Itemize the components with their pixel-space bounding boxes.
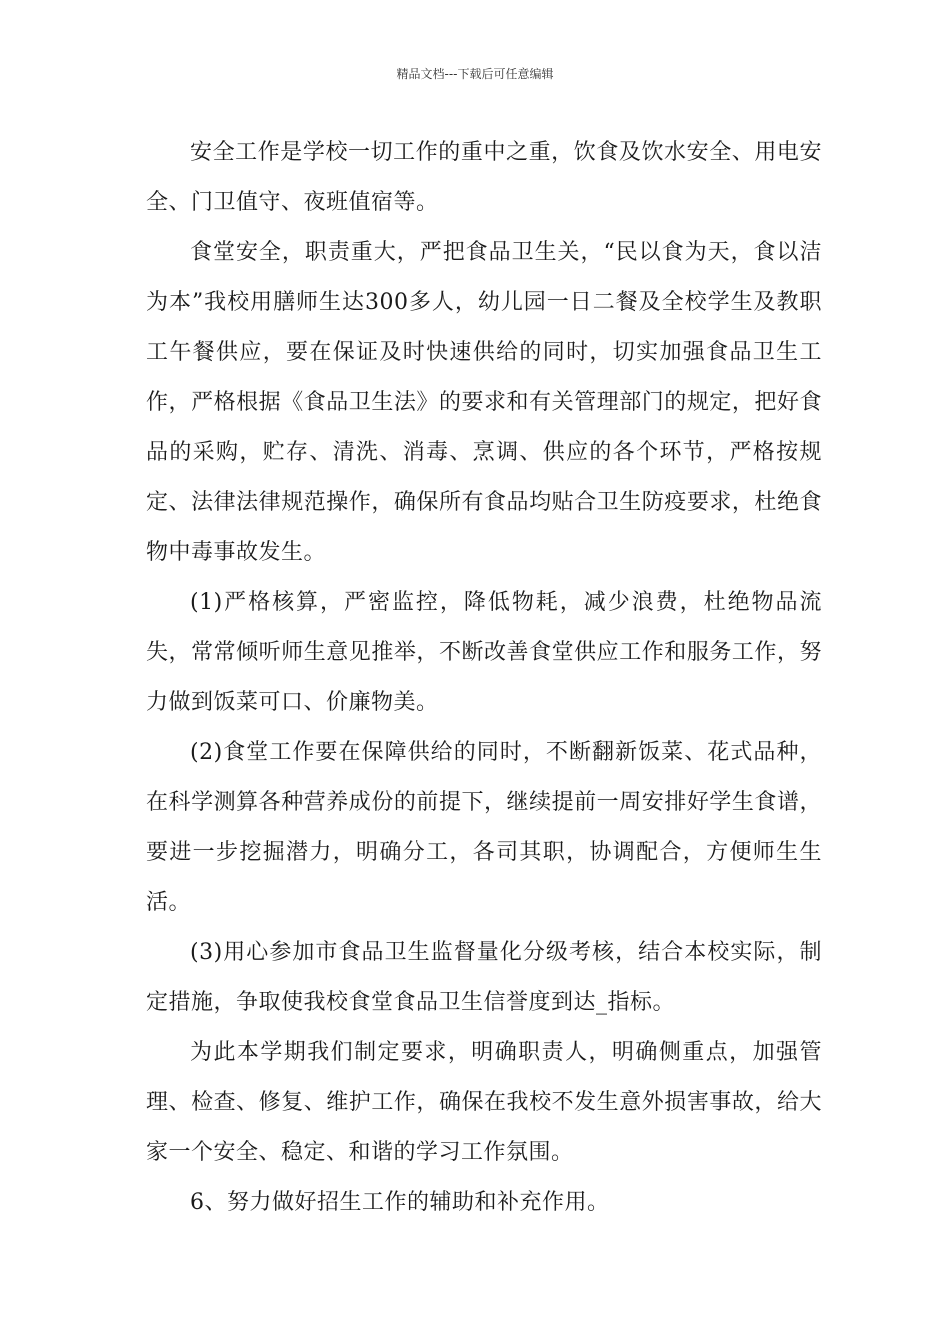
paragraph-safety-intro: 安全工作是学校一切工作的重中之重，饮食及饮水安全、用电安全、门卫值守、夜班值宿等。 xyxy=(146,140,822,215)
paragraph-item-3: (3)用心参加市食品卫生监督量化分级考核，结合本校实际，制定措施，争取使我校食堂食品卫生信誉度到达_指标。 xyxy=(146,940,822,1015)
paragraph-semester-requirements: 为此本学期我们制定要求，明确职责人，明确侧重点，加强管理、检查、修复、维护工作，确保在我校不发生意外损害事故，给大家一个安全、稳定、和谐的学习工作氛围。 xyxy=(146,1040,822,1165)
page-header: 精品文档---下载后可任意编辑 xyxy=(396,67,554,81)
paragraph-enrollment: 6、努力做好招生工作的辅助和补充作用。 xyxy=(190,1190,610,1215)
document-body xyxy=(146,128,822,1228)
paragraph-item-2: (2)食堂工作要在保障供给的同时，不断翻新饭菜、花式品种，在科学测算各种营养成份的前提下，继续提前一周安排好学生食谱，要进一步挖掘潜力，明确分工，各司其职，协调配合，方便师生生活。 xyxy=(146,740,822,915)
paragraph-canteen-safety: 食堂安全，职责重大，严把食品卫生关，“民以食为天，食以洁为本”我校用膳师生达300多人，幼儿园一日二餐及全校学生及教职工午餐供应，要在保证及时快速供给的同时，切实加强食品卫生工作，严格根据《食品卫生法》的要求和有关管理部门的规定，把好食品的采购，贮存、清洗、消毒、烹调、供应的各个环节，严格按规定、法律法律规范操作，确保所有食品均贴合卫生防疫要求，杜绝食物中毒事故发生。 xyxy=(146,240,822,565)
paragraph-item-1: (1)严格核算，严密监控，降低物耗，减少浪费，杜绝物品流失，常常倾听师生意见推举，不断改善食堂供应工作和服务工作，努力做到饭菜可口、价廉物美。 xyxy=(146,590,822,715)
